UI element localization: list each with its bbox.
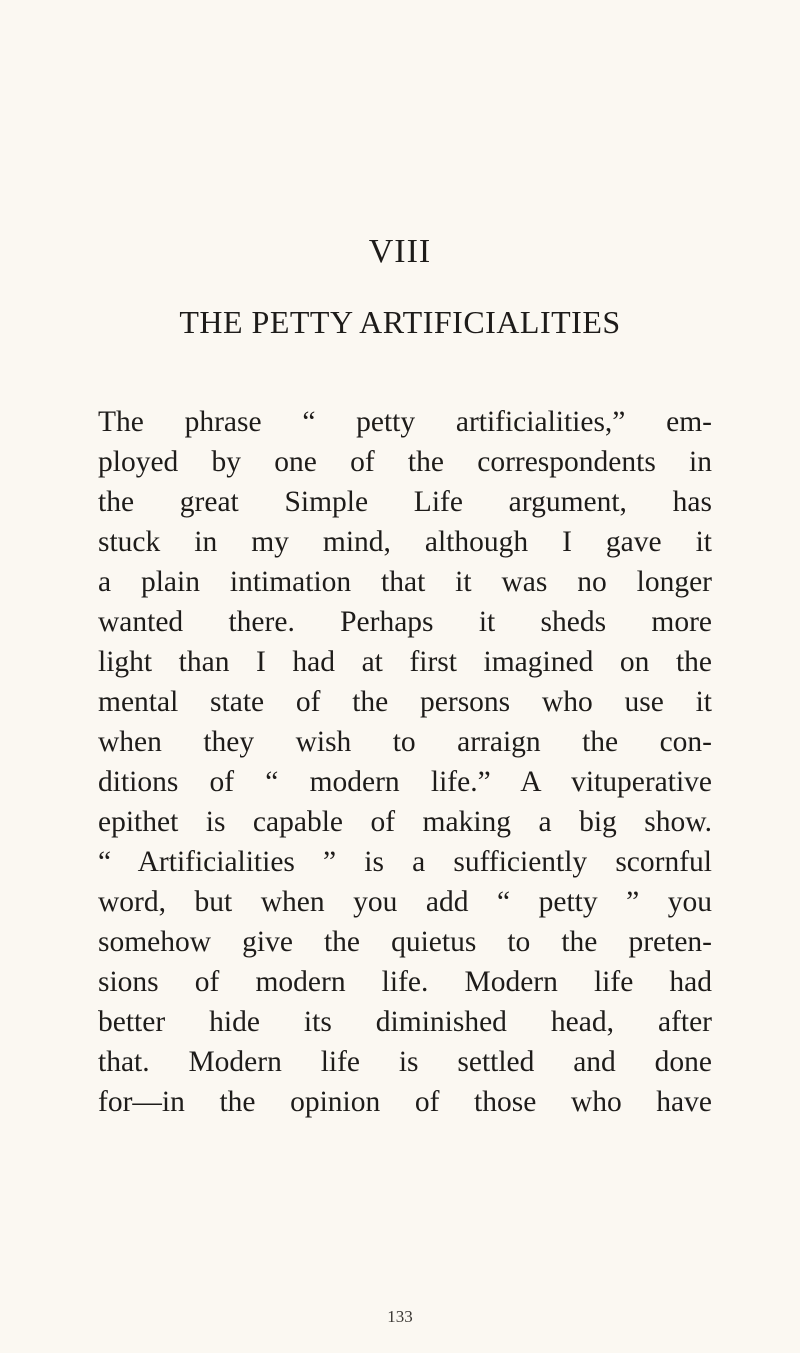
text-line: “ Artificialities ” is a sufficiently scornful bbox=[98, 846, 712, 878]
text-line: The phrase “ petty artificialities,” em- bbox=[98, 406, 712, 438]
page-number: 133 bbox=[387, 1307, 413, 1326]
text-line: for—in the opinion of those who have bbox=[98, 1086, 712, 1118]
text-line: that. Modern life is settled and done bbox=[98, 1046, 712, 1078]
text-line: better hide its diminished head, after bbox=[98, 1006, 712, 1038]
text-line: a plain intimation that it was no longer bbox=[98, 566, 712, 598]
text-line: word, but when you add “ petty ” you bbox=[98, 886, 712, 918]
text-line: somehow give the quietus to the preten- bbox=[98, 926, 712, 958]
body-text bbox=[98, 402, 712, 1122]
text-line: sions of modern life. Modern life had bbox=[98, 966, 712, 998]
text-line: mental state of the persons who use it bbox=[98, 686, 712, 718]
text-line: light than I had at first imagined on the bbox=[98, 646, 712, 678]
chapter-title: THE PETTY ARTIFICIALITIES bbox=[179, 304, 621, 340]
text-line: stuck in my mind, although I gave it bbox=[98, 526, 712, 558]
text-line: ditions of “ modern life.” A vituperative bbox=[98, 766, 712, 798]
text-line: when they wish to arraign the con- bbox=[98, 726, 712, 758]
text-line: wanted there. Perhaps it sheds more bbox=[98, 606, 712, 638]
text-line: epithet is capable of making a big show. bbox=[98, 806, 712, 838]
text-line: the great Simple Life argument, has bbox=[98, 486, 712, 518]
chapter-number: VIII bbox=[368, 233, 432, 270]
text-line: ployed by one of the correspondents in bbox=[98, 446, 712, 478]
